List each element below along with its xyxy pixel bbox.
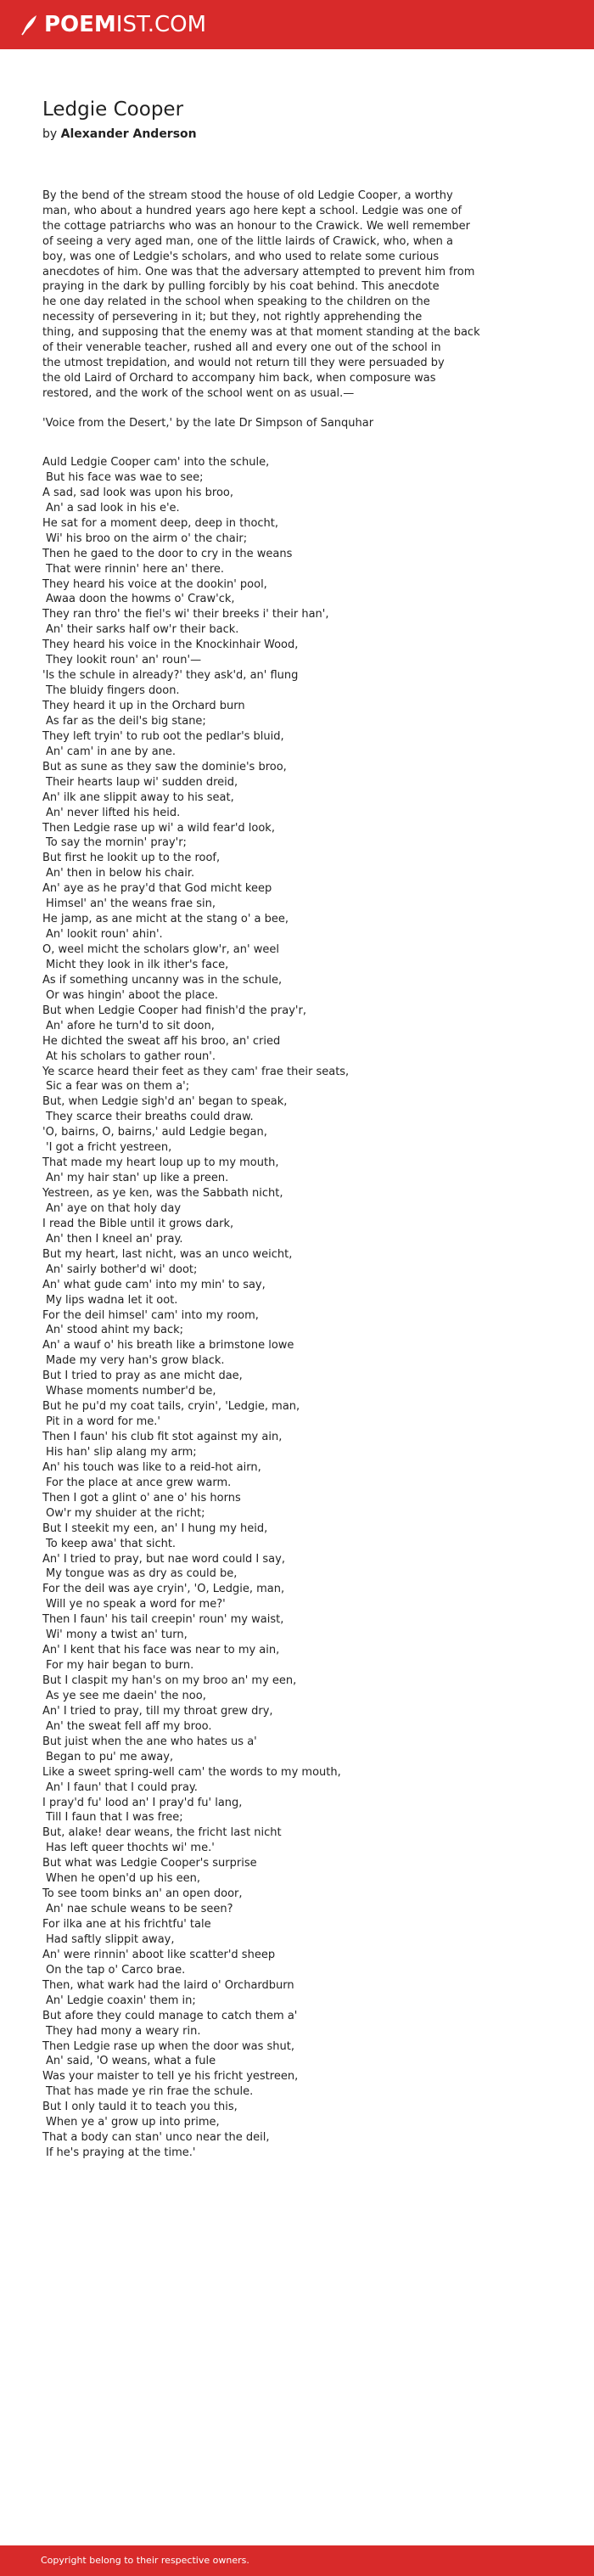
poem-line: When he open'd up his een, (46, 1872, 200, 1886)
poem-line: That a body can stan' unco near the deil, (42, 2131, 270, 2145)
poem-line: Wi' mony a twist an' turn, (46, 1628, 188, 1642)
poem-line: An' Ledgie coaxin' them in; (46, 1994, 196, 2007)
intro-line: By the bend of the stream stood the house of old Ledgie Cooper, a worthy (42, 189, 453, 202)
poem-line: But, alake! dear weans, the fricht last nicht (42, 1826, 282, 1840)
poem-line: 'I got a fricht yestreen, (46, 1141, 172, 1155)
poem-line: That has made ye rin frae the schule. (46, 2085, 254, 2099)
poem-line: That were rinnin' here an' there. (46, 562, 225, 576)
poem-line: An' a wauf o' his breath like a brimstone lowe (42, 1339, 294, 1353)
poem-line: They lookit roun' an' roun'— (46, 654, 202, 667)
poem-line: At his scholars to gather roun'. (46, 1049, 216, 1063)
intro-line: man, who about a hundred years ago here kept a school. Ledgie was one of (42, 204, 462, 217)
poem-line: As far as the deil's big stane; (46, 714, 206, 728)
poem-line: For my hair began to burn. (46, 1659, 194, 1673)
poem-line: An' afore he turn'd to sit doon, (46, 1019, 215, 1032)
poem-line: Whase moments number'd be, (46, 1385, 216, 1398)
source-note: 'Voice from the Desert,' by the late Dr Simpson of Sanquhar (42, 416, 374, 430)
poem-line: To say the mornin' pray'r; (46, 836, 187, 850)
logo-text-bold: POEM (44, 12, 116, 37)
poem-line: An' then in below his chair. (46, 867, 195, 880)
intro-line: thing, and supposing that the enemy was at that moment standing at the back (42, 326, 480, 340)
poem-line: To see toom binks an' an open door, (42, 1887, 243, 1901)
poem-line: Awaa doon the howms o' Craw'ck, (46, 593, 235, 606)
poem-line: For the deil himsel' cam' into my room, (42, 1308, 259, 1322)
poem-line: But I tried to pray as ane micht dae, (42, 1370, 243, 1383)
poem-line: When ye a' grow up into prime, (46, 2116, 220, 2129)
intro-line: praying in the dark by pulling forcibly by his coat behind. This anecdote (42, 280, 440, 294)
poem-line: An' I kent that his face was near to my ain, (42, 1644, 280, 1657)
poem-line: Then I got a glint o' ane o' his horns (42, 1491, 241, 1505)
intro-line: he one day related in the school when speaking to the children on the (42, 295, 430, 309)
poem-title: Ledgie Cooper (42, 98, 184, 121)
poem-line: He jamp, as ane micht at the stang o' a bee, (42, 913, 289, 926)
poem-line: A sad, sad look was upon his broo, (42, 486, 234, 499)
poem-line: An' a sad look in his e'e. (46, 501, 180, 515)
poem-line: An' never lifted his heid. (46, 806, 181, 819)
poem-line: An' aye on that holy day (46, 1201, 182, 1215)
poem-line: But afore they could manage to catch them a' (42, 2009, 298, 2022)
poem-line: An' what gude cam' into my min' to say, (42, 1278, 266, 1291)
poem-line: They scarce their breaths could draw. (46, 1111, 254, 1124)
poem-intro (42, 188, 552, 446)
intro-line: anecdotes of him. One was that the adversary attempted to prevent him from (42, 265, 475, 278)
poem-body (42, 455, 552, 2161)
poem-line: Their hearts laup wi' sudden dreid, (46, 775, 238, 789)
poem-line: They heard it up in the Orchard burn (42, 700, 245, 712)
poem-line: Himsel' an' the weans frae sin, (46, 897, 216, 911)
poem-line: But when Ledgie Cooper had finish'd the pray'r, (42, 1004, 306, 1017)
poem-line: Made my very han's grow black. (46, 1354, 225, 1368)
poem-line: To keep awa' that sicht. (46, 1537, 177, 1550)
poem-line: For the deil was aye cryin', 'O, Ledgie, man, (42, 1583, 285, 1596)
poem-line: Then he gaed to the door to cry in the weans (42, 547, 293, 560)
poem-line: My tongue was as dry as could be, (46, 1567, 238, 1581)
poem-line: An' sairly bother'd wi' doot; (46, 1263, 198, 1276)
poem-line: An' were rinnin' aboot like scatter'd sheep (42, 1948, 276, 1961)
poem-line: They heard his voice in the Knockinhair Wood, (42, 638, 299, 652)
poem-line: But as sune as they saw the dominie's broo, (42, 760, 287, 773)
poem-line: I pray'd fu' lood an' I pray'd fu' lang, (42, 1796, 243, 1809)
by-label: by (42, 127, 58, 141)
poem-line: I read the Bible until it grows dark, (42, 1217, 234, 1230)
copyright-text: Copyright belong to their respective owners. (41, 2555, 249, 2566)
intro-line: the utmost trepidation, and would not return till they were persuaded by (42, 356, 445, 369)
intro-line: of seeing a very aged man, one of the little lairds of Crawick, who, when a (42, 234, 453, 248)
logo-text-regular: IST.COM (115, 12, 207, 37)
poem-line: They left tryin' to rub oot the pedlar's bluid, (42, 729, 284, 743)
poem-line: Sic a fear was on them a'; (46, 1080, 190, 1094)
author-link[interactable]: Alexander Anderson (60, 127, 197, 141)
byline (42, 127, 552, 142)
poem-line: Auld Ledgie Cooper cam' into the schule, (42, 456, 270, 469)
intro-line: boy, was one of Ledgie's scholars, and who used to relate some curious (42, 250, 440, 263)
poem-line: Has left queer thochts wi' me.' (46, 1842, 215, 1855)
poem-line: Then Ledgie rase up wi' a wild fear'd look, (42, 821, 275, 835)
poem-line: They ran thro' the fiel's wi' their breeks i' their han', (42, 608, 329, 622)
poem-line: An' my hair stan' up like a preen. (46, 1172, 229, 1185)
intro-line: restored, and the work of the school went on as usual.— (42, 386, 355, 400)
poem-line: But I steekit my een, an' I hung my heid, (42, 1521, 268, 1535)
intro-paragraph (42, 188, 552, 402)
poem-line: But juist when the ane who hates us a' (42, 1735, 257, 1748)
poem-line: Ow'r my shuider at the richt; (46, 1506, 205, 1520)
poem-line: He dichted the sweat aff his broo, an' cried (42, 1034, 281, 1048)
poem-line: An' I tried to pray, but nae word could I say, (42, 1552, 285, 1566)
poem-line: For ilka ane at his frichtfu' tale (42, 1918, 211, 1931)
poem-line: But, when Ledgie sigh'd an' began to speak, (42, 1095, 288, 1109)
poem-line: His han' slip alang my arm; (46, 1445, 197, 1459)
poem-line: Or was hingin' aboot the place. (46, 988, 219, 1002)
poem-line: An' their sarks half ow'r their back. (46, 623, 239, 637)
intro-line: the old Laird of Orchard to accompany him back, when composure was (42, 371, 436, 385)
poem-line: An' ilk ane slippit away to his seat, (42, 790, 234, 804)
poem-line: Began to pu' me away, (46, 1750, 174, 1763)
poem-line: An' cam' in ane by ane. (46, 745, 177, 758)
poem-line: An' said, 'O weans, what a fule (46, 2055, 216, 2068)
poem-line: As ye see me daein' the noo, (46, 1689, 206, 1702)
poem-line: An' lookit roun' ahin'. (46, 928, 163, 942)
poem-line: Had saftly slippit away, (46, 1932, 175, 1946)
poem-line: The bluidy fingers doon. (46, 684, 180, 698)
intro-line: necessity of persevering in it; but they, not rightly apprehending the (42, 311, 423, 324)
poem-line: An' the sweat fell aff my broo. (46, 1719, 212, 1733)
poem-header (42, 98, 552, 142)
site-header (0, 0, 594, 49)
poem-line: But I claspit my han's on my broo an' my een, (42, 1674, 297, 1687)
poem-line: O, weel micht the scholars glow'r, an' weel (42, 943, 279, 956)
poem-line: They had mony a weary rin. (46, 2024, 201, 2038)
poem-line: Wi' his broo on the airm o' the chair; (46, 532, 248, 545)
poem-line: An' aye as he pray'd that God micht keep (42, 882, 272, 896)
site-logo[interactable] (20, 11, 206, 38)
poem-line: For the place at ance grew warm. (46, 1476, 232, 1489)
poem-line: Like a sweet spring-well cam' the words to my mouth, (42, 1765, 341, 1779)
poem-line: They heard his voice at the dookin' pool, (42, 577, 267, 591)
poem-line: If he's praying at the time.' (46, 2146, 196, 2160)
poem-line: But my heart, last nicht, was an unco weicht, (42, 1247, 293, 1261)
poem-line: An' I faun' that I could pray. (46, 1780, 198, 1794)
poem-line: On the tap o' Carco brae. (46, 1963, 186, 1977)
poem-line: But he pu'd my coat tails, cryin', 'Ledgie, man, (42, 1400, 300, 1414)
poem-line: My lips wadna let it oot. (46, 1293, 178, 1307)
poem-line: But first he lookit up to the roof, (42, 852, 221, 865)
poem-line: Micht they look in ilk ither's face, (46, 958, 229, 971)
poem-line: That made my heart loup up to my mouth, (42, 1156, 279, 1170)
poem-line: An' I tried to pray, till my throat grew dry, (42, 1704, 273, 1718)
poem-line: Will ye no speak a word for me?' (46, 1598, 226, 1611)
poem-line: As if something uncanny was in the schule, (42, 973, 283, 987)
poem-line: 'O, bairns, O, bairns,' auld Ledgie began, (42, 1126, 267, 1139)
poem-line: But I only tauld it to teach you this, (42, 2101, 238, 2114)
intro-line: of their venerable teacher, rushed all and every one out of the school in (42, 341, 441, 355)
poem-line: Then I faun' his tail creepin' roun' my waist, (42, 1613, 284, 1627)
intro-line: the cottage patriarchs who was an honour to the Crawick. We well remember (42, 219, 471, 233)
poem-line: But his face was wae to see; (46, 470, 204, 484)
poem-line: Till I faun that I was free; (46, 1811, 183, 1825)
poem-line: An' stood ahint my back; (46, 1324, 184, 1337)
poem-line: An' nae schule weans to be seen? (46, 1903, 233, 1916)
poem-line: Was your maister to tell ye his fricht yestreen, (42, 2070, 299, 2084)
poem-line: Yestreen, as ye ken, was the Sabbath nicht, (42, 1187, 283, 1200)
poem-line: Then Ledgie rase up when the door was shut, (42, 2039, 294, 2053)
quill-logo-icon (20, 14, 39, 36)
poem-line: He sat for a moment deep, deep in thocht, (42, 516, 279, 530)
poem-line: An' then I kneel an' pray. (46, 1232, 183, 1246)
poem-line: Then, what wark had the laird o' Orchardburn (42, 1978, 294, 1992)
poem-line: But what was Ledgie Cooper's surprise (42, 1857, 257, 1870)
poem-line: Ye scarce heard their feet as they cam' frae their seats, (42, 1065, 350, 1078)
poem-line: Then I faun' his club fit stot against my ain, (42, 1431, 283, 1443)
poem-line: Pit in a word for me.' (46, 1415, 160, 1429)
poem-line: 'Is the schule in already?' they ask'd, an' flung (42, 669, 299, 683)
site-footer (0, 2545, 594, 2576)
poem-line: An' his touch was like to a reid-hot airn, (42, 1460, 261, 1474)
